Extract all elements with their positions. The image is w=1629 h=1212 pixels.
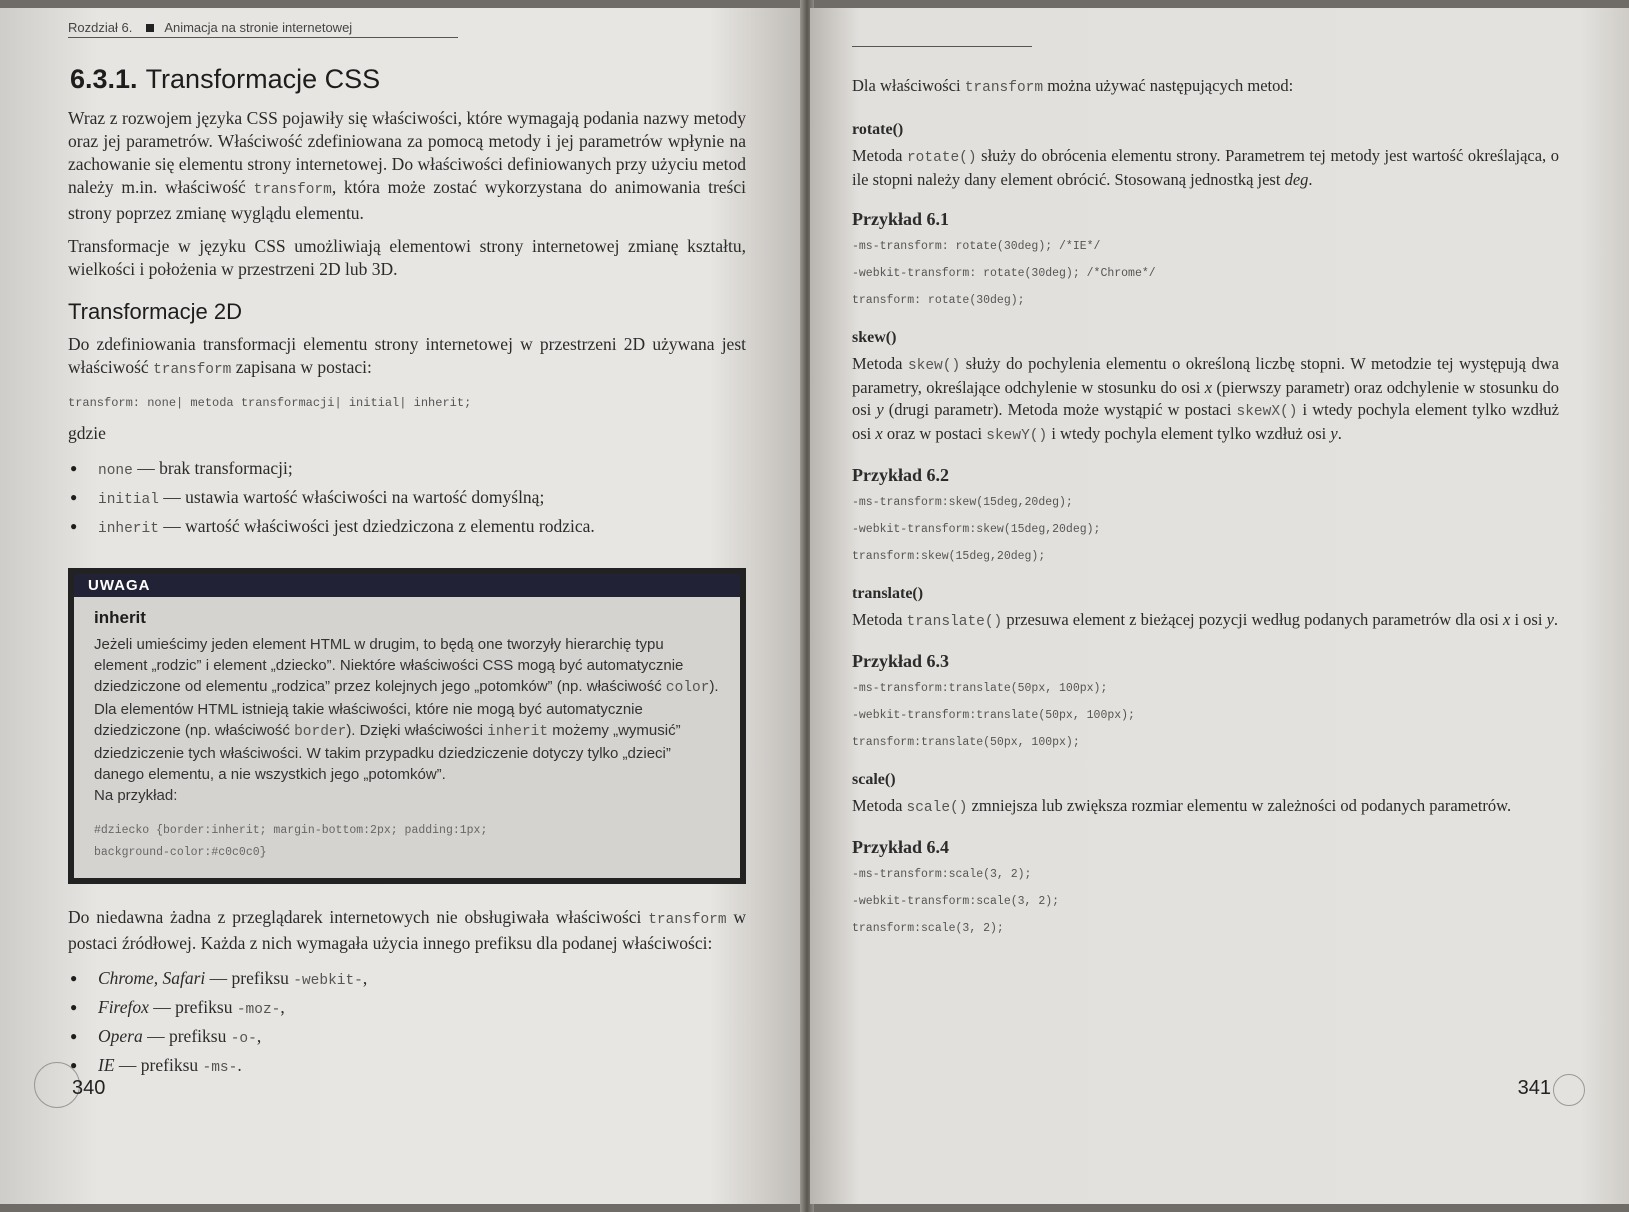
note-body [74,597,740,878]
page-number-right: 341 [1517,1077,1551,1099]
note-title: inherit [94,608,146,627]
note-box [68,568,746,884]
code-line: -webkit-transform:scale(3, 2); [852,895,1060,908]
methods-intro [852,75,1559,99]
code-line: -ms-transform: rotate(30deg); /*IE*/ [852,240,1101,253]
inline-code: initial [98,492,159,508]
text: i wtedy pochyla element tylko wzdłuż osi [1047,424,1331,443]
gdzie-label: gdzie [68,423,106,443]
section-number: 6.3.1. [70,64,138,94]
text: (drugi parametr). Metoda może wystąpić w postaci [883,400,1237,419]
text: , [280,997,285,1017]
text: , [256,1026,262,1046]
registration-mark-icon [1553,1074,1585,1106]
text: i wtedy pochyla element tylko wzdłuż osi [852,400,1559,443]
list-item [98,1052,746,1081]
method-desc-scale [852,795,1559,819]
text: ). Dla elementów HTML istnieją takie właściwości, które nie mogą być automatycznie dziedziczone (np. właściwość [94,678,719,739]
page-number-left: 340 [72,1077,106,1099]
note-label: UWAGA [74,574,740,597]
inline-code: border [294,724,347,740]
inline-code: skewY() [986,428,1048,444]
paragraph-transformations: Transformacje w języku CSS umożliwiają elementowi strony internetowej zmianę kształtu, wielkości i położenia w przestrzeni 2D lub 3D. [68,236,746,279]
inline-code: -moz- [236,1002,281,1018]
inline-code: inherit [487,724,549,740]
running-head [68,8,458,38]
browser-name: Opera [98,1026,143,1046]
text: . [1553,610,1559,629]
text: zapisana w postaci: [231,357,372,377]
text: Metoda [852,354,908,373]
code-line: -ms-transform:skew(15deg,20deg); [852,496,1073,509]
method-heading-scale: scale() [852,771,896,788]
example-title: Przykład 6.2 [852,465,949,485]
list-item [98,994,746,1023]
method-desc-translate [852,609,1559,633]
text: możemy „wymusić” dziedziczenie tych właściwości. W takim przypadku dziedziczenie dotyczy tylko „dzieci” danego elementu, a nie wszystkich jego „potomków”. [94,722,681,783]
inline-code: color [665,680,710,696]
paragraph-2d [68,333,746,382]
left-page [0,8,806,1204]
code-line: -webkit-transform: rotate(30deg); /*Chrome*/ [852,267,1156,280]
text: . [1308,170,1313,189]
code-line: transform: rotate(30deg); [852,294,1025,307]
text: — prefiksu [148,997,237,1017]
inline-code: -webkit- [293,973,363,989]
axis: y [876,400,884,419]
inline-code: scale() [906,800,968,816]
text: — wartość właściwości jest dziedziczona z elementu rodzica. [158,516,595,536]
code-line: -webkit-transform:skew(15deg,20deg); [852,523,1101,536]
inline-code: inherit [98,521,159,537]
browser-name: Chrome, Safari [98,968,206,988]
running-head-chapter: Rozdział 6. [68,20,133,35]
text: Metoda [852,610,907,629]
text: , [362,968,368,988]
values-list [68,455,746,542]
inline-code: skew() [907,358,961,374]
list-item [98,1023,746,1052]
right-page [810,8,1629,1204]
square-bullet-icon [146,24,154,32]
syntax-code: transform: none| metoda transformacji| initial| inherit; [68,396,472,410]
text: służy do pochylenia elementu o określoną liczbę stopni. W metodzie tej występują dwa parametry, określające odchylenie w stosunku do osi [852,354,1559,397]
code-line: transform:scale(3, 2); [852,922,1004,935]
text: Do zdefiniowania transformacji elementu strony internetowej w przestrzeni 2D używana jest właściwość [68,334,746,377]
code-line: transform:translate(50px, 100px); [852,736,1080,749]
method-heading-skew: skew() [852,329,897,346]
text: Metoda [852,146,907,165]
top-rule [852,46,1032,47]
method-heading-translate: translate() [852,585,924,602]
list-item [98,455,746,484]
code-line: -ms-transform:translate(50px, 100px); [852,682,1108,695]
text: służy do obrócenia elementu strony. Parametrem tej metody jest wartość określająca, o ile stopni należy dany element obrócić. Stosowaną jednostką jest [852,146,1559,189]
note-example-code [94,820,720,864]
subheading-2d: Transformacje 2D [68,299,243,324]
text: Dla właściwości [852,76,965,95]
note-text [94,634,720,785]
text: w postaci źródłowej. Każda z nich wymagała użycia innego prefiksu dla podanej właściwości: [68,907,747,953]
text: . [1337,424,1342,443]
running-head-title: Animacja na stronie internetowej [164,20,353,35]
method-desc-rotate [852,145,1559,191]
list-item [98,965,746,994]
paragraph-intro [68,107,746,225]
text: oraz w postaci [882,424,987,443]
inline-code: none [98,463,133,479]
inline-code: transform [648,912,727,928]
paragraph-prefixes [68,906,746,955]
code-line: #dziecko {border:inherit; margin-bottom:2px; padding:1px; [94,824,488,837]
text: — prefiksu [114,1055,203,1075]
text: Wraz z rozwojem języka CSS pojawiły się właściwości, które wymagają podania nazwy metody oraz jej parametrów. Właściwość zdefiniowana za pomocą metody i jej parametrów wpłynie na zachowanie się elementu strony internetowej. Do właściwości definiowanych przy użyciu metod należy m.in. właściwość [68,108,746,197]
method-heading-rotate: rotate() [852,121,904,138]
code-line: -webkit-transform:translate(50px, 100px); [852,709,1135,722]
inline-code: -ms- [202,1060,238,1076]
text: i osi [1510,610,1547,629]
code-line: transform:skew(15deg,20deg); [852,550,1046,563]
text: Jeżeli umieścimy jeden element HTML w drugim, to będą one tworzyły hierarchię typu element „rodzic” i element „dziecko”. Niektóre właściwości CSS mogą być automatycznie dziedziczone od elementu „rodzica” przez kolejnych jego „potomków” (np. właściwość [94,636,684,695]
inline-code: transform [253,182,332,198]
text: . [237,1055,242,1075]
unit: deg [1284,170,1309,189]
inline-code: -o- [230,1031,257,1047]
text: — prefiksu [142,1026,231,1046]
text: przesuwa element z bieżącej pozycji według podanych parametrów dla osi [1002,610,1504,629]
code-line: -ms-transform:scale(3, 2); [852,868,1032,881]
example-title: Przykład 6.3 [852,651,949,671]
text: — prefiksu [205,968,294,988]
inline-code: translate() [906,614,1003,630]
text: (pierwszy parametr) oraz odchylenie w stosunku do osi [852,378,1559,419]
section-heading [70,64,746,95]
text: można używać następujących metod: [1043,76,1294,95]
example-title: Przykład 6.1 [852,209,949,229]
browser-name: Firefox [98,997,149,1017]
axis: y [1330,424,1338,443]
note-example-label: Na przykład: [94,787,178,804]
list-item [98,484,746,513]
section-title: Transformacje CSS [145,64,381,94]
code-line: background-color:#c0c0c0} [94,846,267,859]
text: zmniejsza lub zwiększa rozmiar elementu w zależności od podanych parametrów. [967,796,1512,815]
inline-code: rotate() [906,150,977,166]
axis: x [1503,610,1511,629]
text: , która może zostać wykorzystana do animowania treści strony poprzez zmianę wyglądu elementu. [68,177,746,223]
method-desc-skew [852,353,1559,447]
prefix-list [68,965,746,1081]
list-item [98,513,746,542]
text: Metoda [852,796,907,815]
text: Do niedawna żadna z przeglądarek internetowych nie obsługiwała właściwości [68,907,649,927]
browser-name: IE [98,1055,115,1075]
inline-code: transform [153,362,232,378]
text: ). Dzięki właściwości [346,722,488,739]
axis: x [875,424,883,443]
axis: y [1546,610,1554,629]
text: — ustawia wartość właściwości na wartość domyślną; [158,487,545,507]
axis: x [1204,378,1213,397]
inline-code: transform [964,80,1044,96]
example-title: Przykład 6.4 [852,837,949,857]
text: — brak transformacji; [132,458,293,478]
inline-code: skewX() [1236,404,1298,420]
